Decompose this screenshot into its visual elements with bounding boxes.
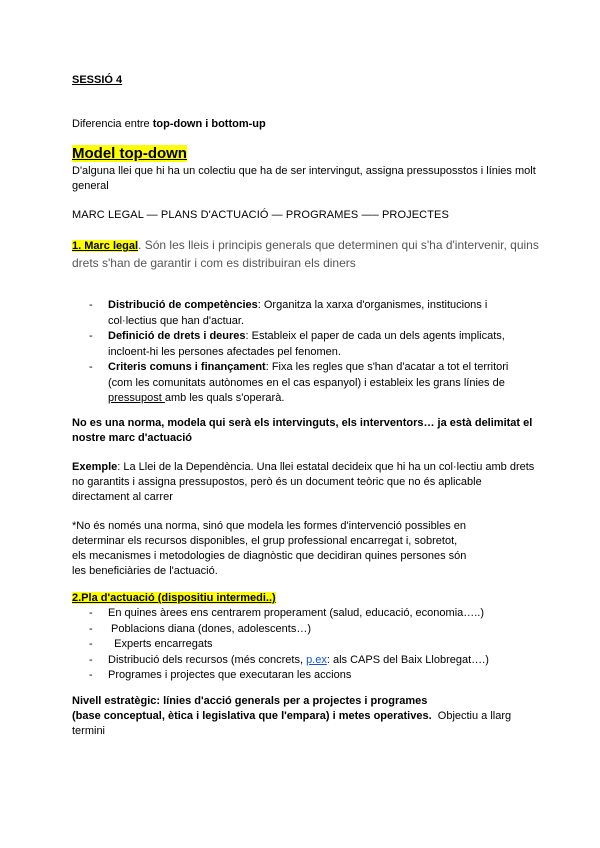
marc-legal-paragraph	[72, 237, 542, 272]
session-title: SESSIÓ 4	[72, 74, 123, 86]
intro-line	[72, 117, 542, 132]
list-item: - Distribució dels recursos (més concrets, p.ex: als CAPS del Baix Llobregat….)	[89, 653, 489, 666]
example-text: : La Llei de la Dependència. Una llei estatal decideix que hi ha un col·lectiu amb drets no garantits i assigna pressupostos, però és un document teòric que no és aplicable directament al carrer	[72, 461, 535, 503]
item-text: : Fixa les regles que s'han d'acatar a tot el territori (com les comunitats autònomes en el cas espanyol) i estableix les grans línies de	[108, 361, 509, 389]
list-item: - En quines àrees ens centrarem properament (salud, educació, economia…..)	[89, 607, 485, 619]
example-label: Exemple	[72, 461, 118, 473]
item-text: : Estableix el paper de cada un dels agents implicats, incloent-hi les persones afectades pel fenomen.	[108, 330, 505, 358]
item-text: En quines àrees ens centrarem properament (salud, educació, economia…..)	[108, 607, 485, 619]
marc-legal-list	[72, 298, 532, 407]
item-text: : Organitza la xarxa d'organismes, institucions i col·lectius que han d'actuar.	[108, 299, 488, 327]
item-text: Poblacions diana (dones, adolescents…)	[108, 622, 312, 635]
list-item: - Experts encarregats	[89, 638, 213, 650]
marc-legal-label: 1. Marc legal	[72, 240, 139, 252]
model-heading	[72, 145, 542, 163]
hierarchy-chain: MARC LEGAL — PLANS D'ACTUACIÓ — PROGRAMES —– PROJECTES	[72, 209, 449, 221]
item-underlined: pressupost	[108, 392, 165, 404]
list-item: - Programes i projectes que executaran les accions	[89, 669, 352, 681]
star-note-line: determinar els recursos disponibles, el grup professional encarregat i, sobretot,	[72, 535, 458, 547]
intro-bold: top-down i bottom-up	[152, 118, 266, 130]
model-heading-text: Model top-down	[72, 145, 187, 162]
list-item: - Poblacions diana (dones, adolescents…)	[89, 622, 312, 635]
pex-link[interactable]: p.ex	[306, 653, 327, 666]
star-note-line: les beneficiàries de l'actuació.	[72, 565, 218, 577]
star-note-line: *No és només una norma, sinó que modela les formes d'intervenció possibles en	[72, 520, 467, 532]
star-note	[72, 519, 542, 579]
nivell-bold-1: Nivell estratègic: línies d'acció generals per a projectes i programes	[72, 695, 428, 707]
pla-heading	[72, 591, 542, 606]
item-term: Distribució de competències	[108, 299, 258, 311]
example-paragraph	[72, 460, 542, 505]
nivell-paragraph	[72, 694, 542, 739]
item-term: Criteris comuns i finançament	[108, 361, 266, 373]
nivell-text: Objectiu a llarg termini	[72, 710, 515, 737]
pla-list	[72, 606, 532, 684]
item-text: Experts encarregats	[108, 638, 213, 650]
intro-prefix: Diferencia entre	[72, 118, 153, 130]
nivell-bold-2: (base conceptual, ètica i legislativa que l'empara) i metes operatives.	[72, 710, 432, 722]
item-tail: amb les quals s'operarà.	[164, 392, 285, 404]
item-term: Definició de drets i deures	[108, 330, 246, 342]
marc-legal-text: . Són les lleis i principis generals que determinen qui s'ha d'intervenir, quins drets s'han de garantir i com es distribuiran els diners	[72, 238, 539, 270]
list-item: - Definició de drets i deures: Estableix el paper de cada un dels agents implicats, incloent-hi les persones afectades pel fenomen.	[89, 330, 505, 358]
model-description: D'alguna llei que hi ha un colectiu que ha de ser intervingut, assigna pressuposstos i línies molt general	[72, 165, 536, 192]
pla-heading-text: 2.Pla d'actuació (dispositiu intermedi..)	[72, 592, 276, 604]
bold-note: No es una norma, modela qui serà els intervinguts, els interventors… ja està delimitat el nostre marc d'actuació	[72, 417, 533, 444]
item-text: Programes i projectes que executaran les accions	[108, 669, 352, 681]
list-item: - Distribució de competències: Organitza la xarxa d'organismes, institucions i col·lectius que han d'actuar.	[89, 299, 488, 327]
item-tail: : als CAPS del Baix Llobregat….)	[326, 653, 489, 666]
item-text: Distribució dels recursos (més concrets,	[108, 653, 307, 666]
star-note-line: els mecanismes i metodologies de diagnòstic que decidiran quines persones són	[72, 550, 467, 562]
list-item: - Criteris comuns i finançament: Fixa les regles que s'han d'acatar a tot el territori (com les comunitats autònomes en el cas espanyol) i estableix les grans línies de pressupost amb les quals s'operarà.	[89, 361, 509, 404]
